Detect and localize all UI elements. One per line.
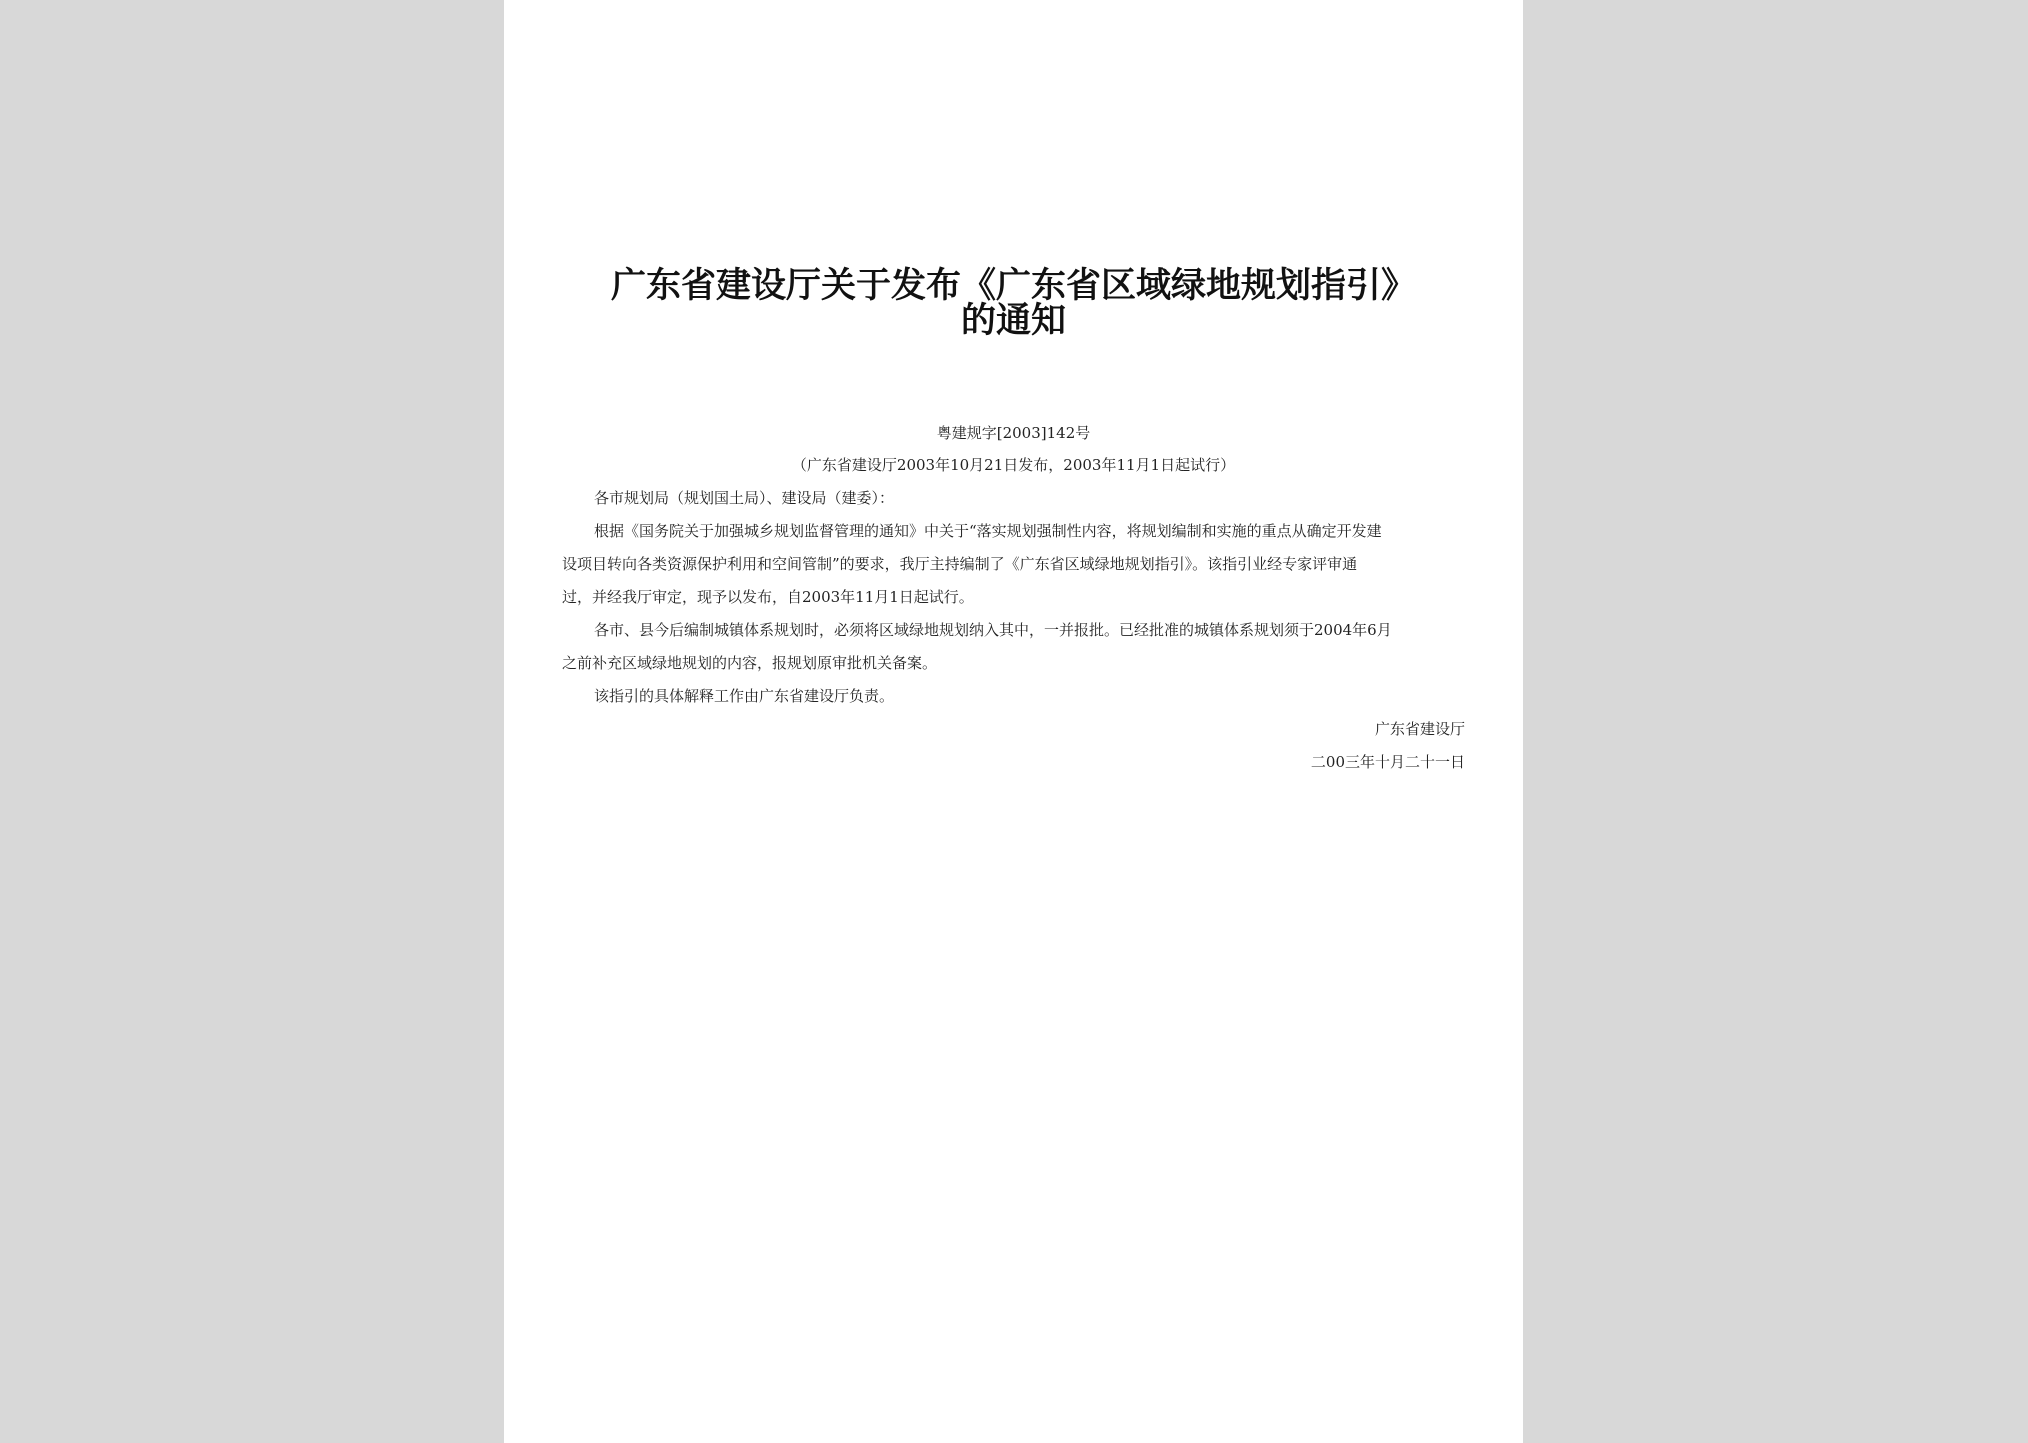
paragraph-1-line-3: 过，并经我厅审定，现予以发布，自2003年11月1日起试行。 (562, 588, 974, 606)
document-title-line-1: 广东省建设厅关于发布《广东省区域绿地规划指引》 (610, 265, 1416, 306)
paragraph-3: 该指引的具体解释工作由广东省建设厅负责。 (594, 687, 895, 705)
document-date: 二00三年十月二十一日 (1310, 753, 1465, 771)
issued-note: （广东省建设厅2003年10月21日发布，2003年11月1日起试行） (791, 456, 1236, 474)
paragraph-1-line-1: 根据《国务院关于加强城乡规划监督管理的通知》中关于“落实规划强制性内容，将规划编制和实施的重点从确定开发建 (594, 522, 1382, 540)
signature: 广东省建设厅 (1374, 720, 1465, 738)
document-title-line-2: 的通知 (960, 300, 1066, 341)
document-number: 粤建规字[2003]142号 (936, 424, 1091, 442)
paragraph-2-line-1: 各市、县今后编制城镇体系规划时，必须将区域绿地规划纳入其中，一并报批。已经批准的城镇体系规划须于2004年6月 (594, 621, 1392, 639)
paragraph-2-line-2: 之前补充区域绿地规划的内容，报规划原审批机关备案。 (562, 654, 938, 672)
salutation: 各市规划局（规划国土局）、建设局（建委）： (594, 489, 895, 507)
paragraph-1-line-2: 设项目转向各类资源保护利用和空间管制”的要求，我厅主持编制了《广东省区域绿地规划指引》。该指引业经专家评审通 (562, 555, 1358, 573)
document-page (504, 0, 1523, 1443)
